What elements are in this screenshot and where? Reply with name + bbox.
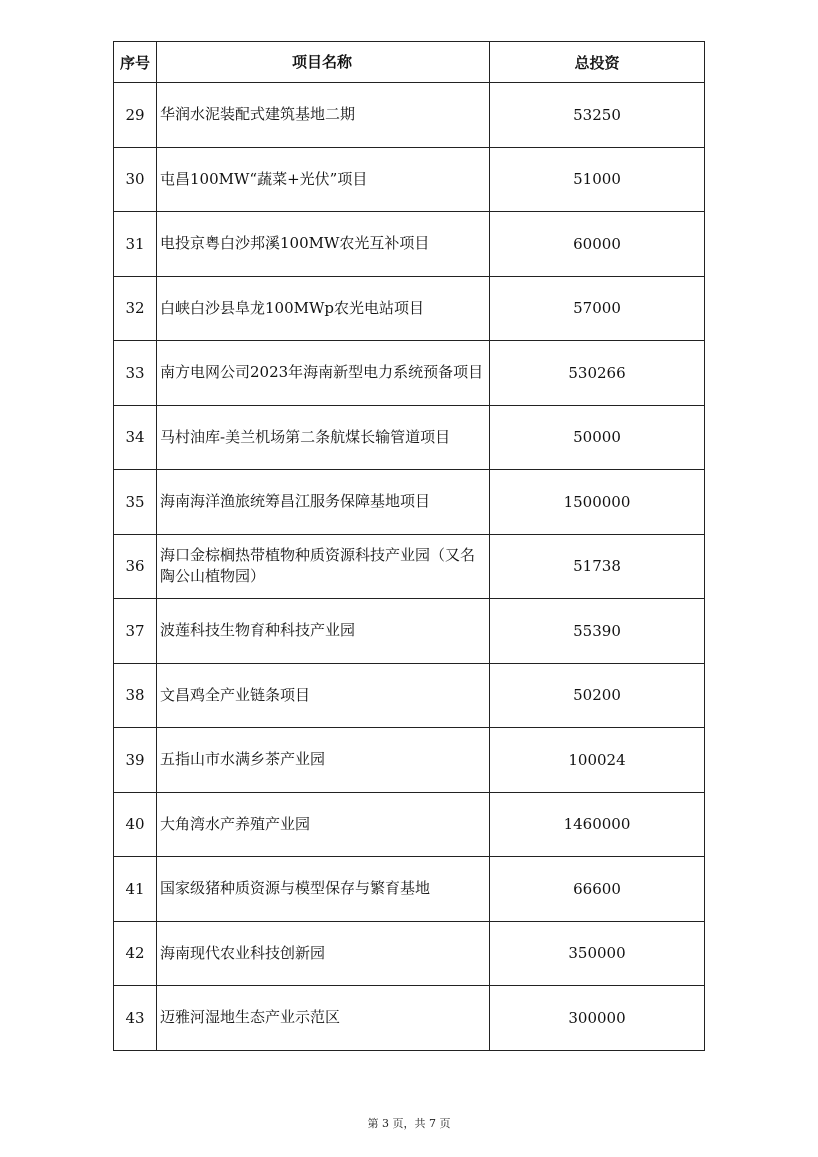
table-row	[114, 341, 705, 406]
row-total: 350000	[490, 921, 705, 986]
table-row	[114, 599, 705, 664]
table-row	[114, 921, 705, 986]
row-no: 41	[114, 857, 157, 922]
row-name: 海口金棕榈热带植物种质资源科技产业园（又名陶公山植物园）	[157, 534, 490, 599]
table-body	[114, 83, 705, 1051]
row-name: 屯昌100MW“蔬菜+光伏”项目	[157, 147, 490, 212]
row-total: 60000	[490, 212, 705, 277]
table-row	[114, 212, 705, 277]
table-row	[114, 83, 705, 148]
table-row	[114, 986, 705, 1051]
row-no: 29	[114, 83, 157, 148]
row-name: 波莲科技生物育种科技产业园	[157, 599, 490, 664]
table-row	[114, 470, 705, 535]
row-name: 华润水泥装配式建筑基地二期	[157, 83, 490, 148]
row-no: 34	[114, 405, 157, 470]
row-name: 南方电网公司2023年海南新型电力系统预备项目	[157, 341, 490, 406]
row-name: 电投京粤白沙邦溪100MW农光互补项目	[157, 212, 490, 277]
row-no: 37	[114, 599, 157, 664]
row-no: 35	[114, 470, 157, 535]
table-row	[114, 792, 705, 857]
row-total: 1500000	[490, 470, 705, 535]
row-total: 55390	[490, 599, 705, 664]
row-name: 国家级猪种质资源与模型保存与繁育基地	[157, 857, 490, 922]
header-name: 项目名称	[157, 42, 490, 83]
row-name: 五指山市水满乡茶产业园	[157, 728, 490, 793]
row-no: 42	[114, 921, 157, 986]
table-row	[114, 147, 705, 212]
row-no: 38	[114, 663, 157, 728]
row-total: 53250	[490, 83, 705, 148]
header-no: 序号	[114, 42, 157, 83]
table-row	[114, 534, 705, 599]
row-name: 海南海洋渔旅统筹昌江服务保障基地项目	[157, 470, 490, 535]
row-no: 33	[114, 341, 157, 406]
row-no: 36	[114, 534, 157, 599]
row-name: 大角湾水产养殖产业园	[157, 792, 490, 857]
table-row	[114, 405, 705, 470]
row-no: 40	[114, 792, 157, 857]
table-row	[114, 728, 705, 793]
table-row	[114, 276, 705, 341]
row-total: 300000	[490, 986, 705, 1051]
row-total: 57000	[490, 276, 705, 341]
table-row	[114, 663, 705, 728]
row-name: 马村油库-美兰机场第二条航煤长输管道项目	[157, 405, 490, 470]
row-total: 1460000	[490, 792, 705, 857]
page-number: 第 3 页，共 7 页	[367, 1117, 451, 1130]
row-total: 50000	[490, 405, 705, 470]
row-total: 51000	[490, 147, 705, 212]
table-row	[114, 857, 705, 922]
row-name: 海南现代农业科技创新园	[157, 921, 490, 986]
header-row	[114, 42, 705, 83]
row-total: 100024	[490, 728, 705, 793]
row-total: 50200	[490, 663, 705, 728]
row-total: 51738	[490, 534, 705, 599]
row-name: 白峡白沙县阜龙100MWp农光电站项目	[157, 276, 490, 341]
row-no: 39	[114, 728, 157, 793]
row-no: 43	[114, 986, 157, 1051]
row-total: 66600	[490, 857, 705, 922]
row-name: 文昌鸡全产业链条项目	[157, 663, 490, 728]
row-no: 31	[114, 212, 157, 277]
row-no: 30	[114, 147, 157, 212]
row-name: 迈雅河湿地生态产业示范区	[157, 986, 490, 1051]
row-no: 32	[114, 276, 157, 341]
row-total: 530266	[490, 341, 705, 406]
header-total: 总投资	[490, 42, 705, 83]
investment-table	[113, 41, 705, 1051]
